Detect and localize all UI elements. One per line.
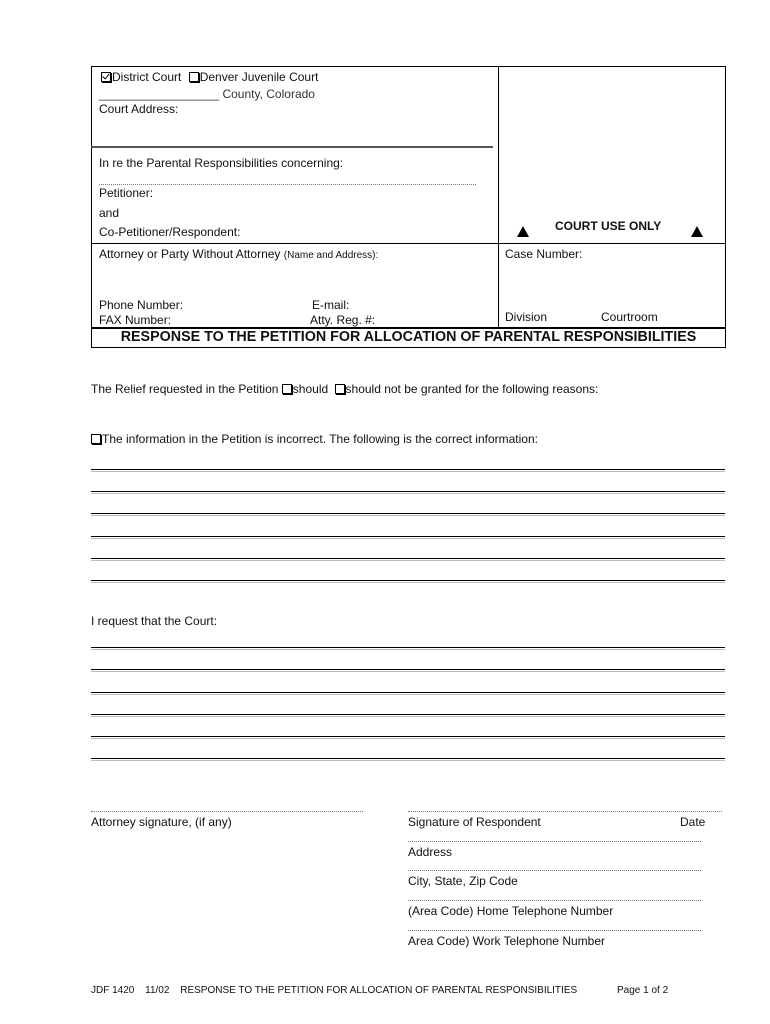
attorney-row-divider (91, 243, 726, 244)
attorney-signature-line[interactable] (91, 811, 363, 812)
parties-name-line[interactable] (99, 184, 476, 185)
should-not-checkbox[interactable] (335, 384, 345, 394)
footer-rev-date: 11/02 (145, 985, 170, 996)
home-phone-line[interactable] (408, 900, 701, 901)
denver-juvenile-label: Denver Juvenile Court (199, 70, 319, 84)
relief-prefix: The Relief requested in the Petition (91, 382, 279, 396)
court-selection (101, 70, 318, 84)
respondent-signature-line[interactable] (408, 811, 722, 812)
info-incorrect-label: The information in the Petition is incorrect. The following is the correct information: (102, 432, 538, 446)
address-line[interactable] (408, 841, 701, 842)
request-line[interactable] (91, 647, 725, 648)
court-use-right-arrow-icon (691, 226, 703, 237)
caption-box (91, 66, 726, 328)
address-divider (91, 146, 493, 148)
correct-info-line[interactable] (91, 580, 725, 581)
should-checkbox[interactable] (282, 384, 292, 394)
request-line[interactable] (91, 669, 725, 670)
request-line[interactable] (91, 714, 725, 715)
address-label: Address (408, 845, 453, 859)
request-line[interactable] (91, 758, 725, 759)
request-label: I request that the Court: (91, 614, 218, 628)
court-use-left-arrow-icon (517, 226, 529, 237)
district-court-checkbox[interactable] (101, 72, 111, 82)
footer-form-id: JDF 1420 (91, 985, 135, 996)
co-petitioner-label: Co-Petitioner/Respondent: (99, 225, 241, 239)
form-title: RESPONSE TO THE PETITION FOR ALLOCATION OF PARENTAL RESPONSIBILITIES (120, 329, 697, 345)
county-line[interactable]: __________________ County, Colorado (99, 87, 315, 101)
attorney-label (99, 247, 378, 261)
atty-reg-label: Atty. Reg. #: (310, 313, 376, 327)
attorney-label-sub: (Name and Address): (283, 250, 379, 261)
fax-label: FAX Number: (99, 313, 172, 327)
petitioner-label: Petitioner: (99, 186, 154, 200)
request-line[interactable] (91, 692, 725, 693)
correct-info-line[interactable] (91, 491, 725, 492)
and-label: and (99, 206, 120, 220)
city-label: City, State, Zip Code (408, 874, 518, 888)
work-phone-label: Area Code) Work Telephone Number (408, 934, 605, 948)
attorney-signature-label: Attorney signature, (if any) (91, 815, 232, 829)
home-phone-label: (Area Code) Home Telephone Number (408, 904, 614, 918)
work-phone-line[interactable] (408, 930, 701, 931)
division-label: Division (505, 310, 548, 324)
denver-juvenile-checkbox[interactable] (189, 72, 199, 82)
phone-label: Phone Number: (99, 298, 184, 312)
case-number-label: Case Number: (505, 247, 583, 261)
should-not-label: should not be granted for the following reasons: (345, 382, 599, 396)
courtroom-label: Courtroom (601, 310, 658, 324)
correct-info-line[interactable] (91, 536, 725, 537)
request-line[interactable] (91, 736, 725, 737)
in-re-label: In re the Parental Responsibilities concerning: (99, 156, 344, 170)
footer-title: RESPONSE TO THE PETITION FOR ALLOCATION OF PARENTAL RESPONSIBILITIES (180, 985, 578, 996)
date-label: Date (680, 815, 706, 829)
correct-info-line[interactable] (91, 513, 725, 514)
relief-statement (91, 382, 598, 396)
footer-page: Page 1 of 2 (617, 985, 669, 996)
correct-info-line[interactable] (91, 469, 725, 470)
caption-divider (498, 66, 499, 328)
email-label: E-mail: (312, 298, 350, 312)
city-line[interactable] (408, 870, 701, 871)
info-incorrect-checkbox[interactable] (91, 434, 101, 444)
district-court-label: District Court (112, 70, 182, 84)
attorney-label-main: Attorney or Party Without Attorney (99, 247, 281, 261)
respondent-signature-label: Signature of Respondent (408, 815, 541, 829)
footer (91, 985, 577, 996)
correct-info-line[interactable] (91, 558, 725, 559)
should-label: should (292, 382, 329, 396)
info-incorrect-row (91, 432, 538, 446)
court-use-only-label: COURT USE ONLY (555, 219, 662, 233)
court-address-label: Court Address: (99, 102, 179, 116)
